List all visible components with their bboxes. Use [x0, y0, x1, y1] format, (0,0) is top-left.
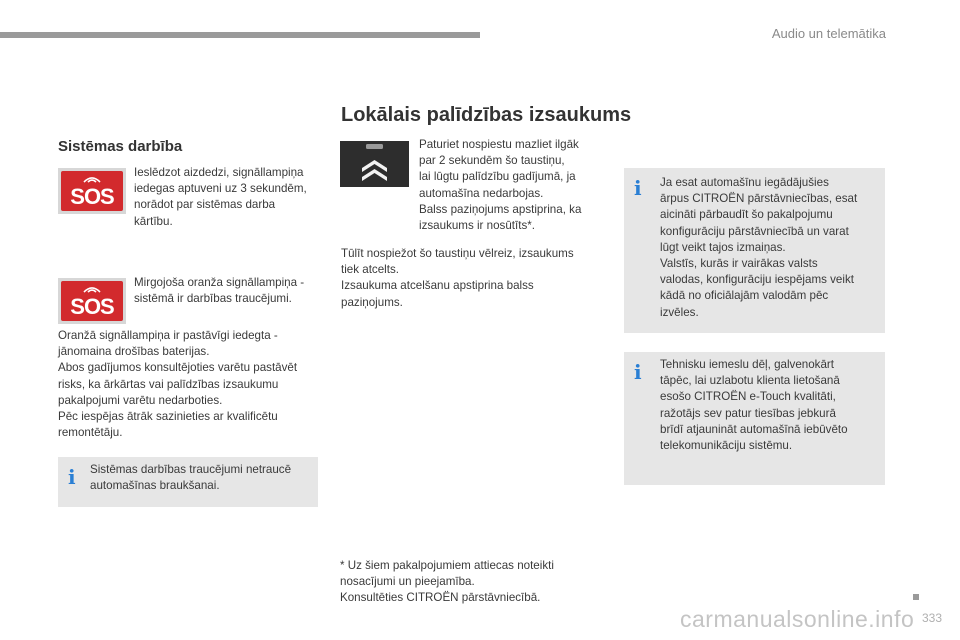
watermark: carmanualsonline.info: [680, 606, 915, 632]
info-box: [58, 457, 318, 507]
page-title: Lokālais palīdzības izsaukums: [341, 104, 632, 126]
info-text: Sistēmas darbības traucējumi netraucē automašīnas braukšanai.: [90, 463, 292, 493]
info-text: Ja esat automašīnu iegādājušies ārpus CITROËN pārstāvniecības, esat aicināti pārbaudīt šo pakalpojumu konfigurāciju pārstāvniecībā un varat lūgt veikt tajos izmaiņas. Valstīs, kurās ir vairākas valsts valodas, konfigurāciju iespējams veikt kādā no oficiālajām valodām pēc izvēles.: [660, 176, 858, 319]
cancel-call-text: Tūlīt nospiežot šo taustiņu vēlreiz, izsaukums tiek atcelts. Izsaukuma atcelšanu apstiprina balss paziņojums.: [341, 247, 574, 309]
section-heading: Sistēmas darbība: [58, 138, 183, 155]
info-box: [624, 168, 885, 333]
signal-waves-icon: [79, 285, 105, 293]
info-box: [624, 352, 885, 485]
info-text: Tehnisku iemeslu dēļ, galvenokārt tāpēc, lai uzlabotu klienta lietošanā esošo CITROËN e-Touch kvalitāti, ražotājs sev patur tiesības jebkurā brīdī atjaunināt automašīnā iebūvēto telekomunikāciju sistēmu.: [660, 358, 848, 453]
sos-label: SOS: [70, 184, 114, 209]
header-bar: [0, 32, 480, 38]
info-icon: i: [634, 176, 642, 200]
sos-warning-icon: [58, 278, 126, 324]
footnote: * Uz šiem pakalpojumiem attiecas noteikti nosacījumi un pieejamība. Konsultēties CITROËN pārstāvniecībā.: [340, 559, 554, 605]
info-icon: i: [68, 465, 76, 489]
info-icon: i: [634, 360, 642, 384]
sos-label: SOS: [70, 294, 114, 319]
sos-warning-icon: [58, 168, 126, 214]
section-header: Audio un telemātika: [771, 26, 886, 41]
lamp-fixed-text: Oranžā signāllampiņa ir pastāvīgi iedegta - jānomaina drošības baterijas. Abos gadījumos konsultējoties varētu pastāvēt risks, ka ārkārtas vai palīdzības izsaukumu pakalpojumi varētu nedarboties. Pēc iespējas ātrāk sazinieties ar kvalificētu remontētāju.: [58, 329, 298, 440]
page-marker: [913, 594, 919, 600]
signal-waves-icon: [79, 175, 105, 183]
lamp-on-text: Ieslēdzot aizdedzi, signāllampiņa iedegas aptuveni uz 3 sekundēm, norādot par sistēmas darba kārtību.: [134, 166, 307, 228]
press-button-text: Paturiet nospiestu mazliet ilgāk par 2 sekundēm šo taustiņu, lai lūgtu palīdzību gadījumā, ja automašīna nedarbojas. Balss paziņojums apstiprina, ka izsaukums ir nosūtīts*.: [419, 138, 582, 233]
citroen-sos-button-icon: [340, 141, 409, 187]
lamp-blinking-text: Mirgojoša oranža signāllampiņa - sistēmā ir darbības traucējumi.: [134, 276, 305, 306]
page-number: 333: [921, 611, 942, 625]
double-chevron-icon: [340, 141, 409, 187]
